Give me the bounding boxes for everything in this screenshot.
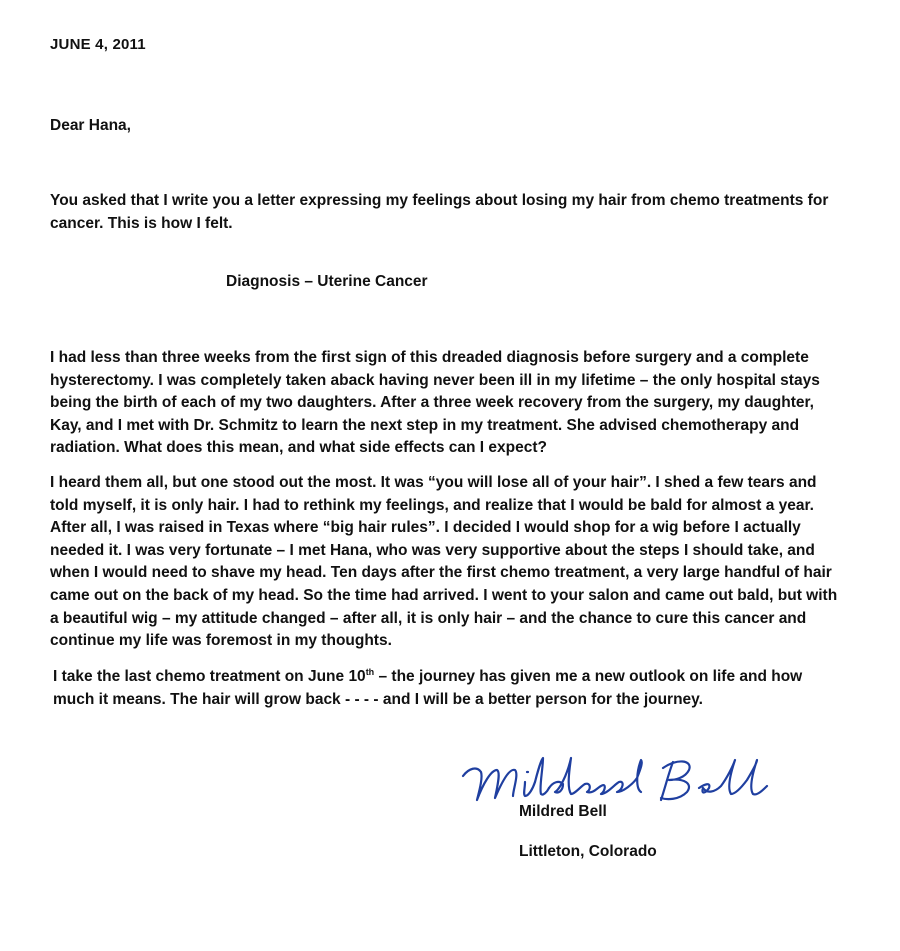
signer-name: Mildred Bell [519, 803, 607, 820]
paragraph-closing [53, 666, 843, 711]
intro-paragraph: You asked that I write you a letter expressing my feelings about losing my hair from chemo treatments for cancer. This is how I felt. [50, 192, 829, 232]
signature-drawing [455, 748, 795, 814]
letter-date: JUNE 4, 2011 [50, 36, 146, 53]
signer-location: Littleton, Colorado [519, 843, 657, 860]
ordinal-suffix: th [365, 666, 375, 677]
salutation: Dear Hana, [50, 117, 131, 134]
handwritten-signature [455, 748, 795, 814]
diagnosis-heading: Diagnosis – Uterine Cancer [226, 273, 428, 290]
closing-text-start: I take the last chemo treatment on June 10 [53, 668, 366, 685]
paragraph-hair-loss: I heard them all, but one stood out the most. It was “you will lose all of your hair”. I shed a few tears and told myself, it is only hair. I had to rethink my feelings, and realize that I would be bald for almost a year. After all, I was raised in Texas where “big hair rules”. I decided I would shop for a wig before I actually needed it. I was very fortunate – I met Hana, who was very supportive about the steps I should take, and when I would need to shave my head. Ten days after the first chemo treatment, a very large handful of hair came out on the back of my head. So the time had arrived. I went to your salon and came out bald, but with a beautiful wig – my attitude changed – after all, it is only hair – and the chance to cure this cancer and continue my life was foremost in my thoughts. [50, 474, 838, 650]
paragraph-diagnosis: I had less than three weeks from the first sign of this dreaded diagnosis before surgery and a complete hysterectomy. I was completely taken aback having never been ill in my lifetime – the only hospital stays being the birth of each of my two daughters. After a three week recovery from the surgery, my daughter, Kay, and I met with Dr. Schmitz to learn the next step in my treatment. She advised chemotherapy and radiation. What does this mean, and what side effects can I expect? [50, 349, 820, 457]
closing-text-end: – the journey has given me a new outlook on life and how much it means. The hair will grow back - - - - and I will be a better person for the journey. [53, 668, 803, 708]
